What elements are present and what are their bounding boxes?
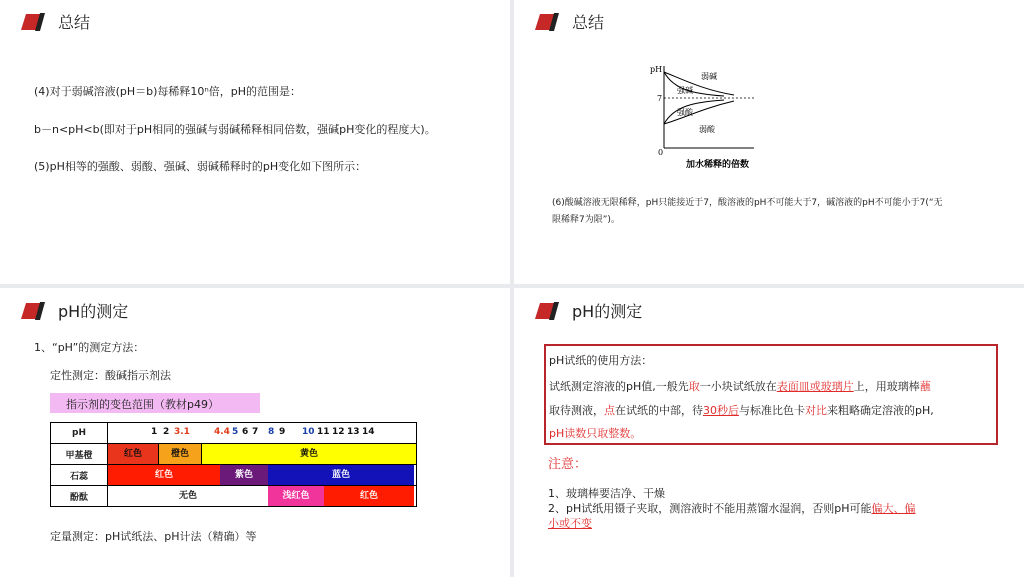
color-cell: 黄色 xyxy=(201,444,416,464)
color-band xyxy=(108,486,417,507)
color-cell: 红色 xyxy=(324,486,414,506)
row-label: pH xyxy=(51,423,108,444)
ph-tick: 9 xyxy=(279,427,286,437)
notice-item-2-cont: 小或不变 xyxy=(548,517,592,530)
method-line-2: 取待测液，点在试纸的中部，待30秒后与标准比色卡对比来粗略确定溶液的pH, xyxy=(549,404,934,417)
slide-logo-icon xyxy=(20,301,46,321)
notice-item-2: 2、pH试纸用镊子夹取，测溶液时不能用蒸馏水湿润，否则pH可能偏大、偏 xyxy=(548,502,916,515)
table-row xyxy=(51,465,417,486)
slide-ph-measure-1 xyxy=(0,288,510,574)
color-cell: 紫色 xyxy=(220,465,268,485)
y-axis-label: pH xyxy=(650,65,663,74)
notice-heading: 注意： xyxy=(548,457,588,472)
range-tag-text: 指示剂的变色范围（教材p49） xyxy=(66,398,219,411)
ph-tick: 6 xyxy=(242,427,249,437)
ph-tick: 2 xyxy=(163,427,170,437)
color-band xyxy=(108,465,417,486)
ph-tick: 13 xyxy=(347,427,360,437)
color-cell: 红色 xyxy=(108,444,158,464)
ph-tick: 5 xyxy=(232,427,239,437)
ph-tick: 10 xyxy=(302,427,315,437)
method-line-3: pH读数只取整数。 xyxy=(549,427,642,440)
slide-logo-icon xyxy=(534,301,560,321)
ph-tick: 7 xyxy=(252,427,259,437)
ph-tick: 11 xyxy=(317,427,330,437)
color-cell: 橙色 xyxy=(158,444,201,464)
color-cell: 红色 xyxy=(108,465,220,485)
notice-item-1: 1、玻璃棒要洁净、干燥 xyxy=(548,487,665,500)
ph-tick: 3.1 xyxy=(174,427,190,437)
slide-summary-1 xyxy=(0,0,510,284)
ph-tick: 4.4 xyxy=(214,427,230,437)
row-label: 石蕊 xyxy=(51,465,108,486)
slide-summary-2 xyxy=(514,0,1024,284)
color-cell: 浅红色 xyxy=(268,486,324,506)
ph-scale xyxy=(108,423,417,444)
color-cell: 蓝色 xyxy=(268,465,414,485)
slide-logo-icon xyxy=(534,12,560,32)
note-text: 限稀释7为限”)。 xyxy=(552,215,620,225)
slide-logo-icon xyxy=(20,12,46,32)
indicator-table xyxy=(50,422,417,507)
slide-title: pH的测定 xyxy=(58,302,129,321)
box-title: pH试纸的使用方法： xyxy=(549,354,653,367)
slide-title: 总结 xyxy=(58,13,91,32)
curve-label: 强碱 xyxy=(677,86,693,95)
color-band xyxy=(108,444,417,465)
qualitative-text: 定性测定：酸碱指示剂法 xyxy=(50,369,171,382)
ph-tick: 14 xyxy=(362,427,375,437)
ph-paper-method-box xyxy=(544,344,998,445)
slide-ph-measure-2 xyxy=(514,288,1024,574)
color-cell: 无色 xyxy=(108,486,268,506)
method-line-1: 试纸测定溶液的pH值,一般先取一小块试纸放在表面皿或玻璃片上，用玻璃棒蘸 xyxy=(549,380,931,393)
ph-tick: 12 xyxy=(332,427,345,437)
curve-label: 弱碱 xyxy=(701,72,717,81)
text-line: b－n<pH<b(即对于pH相同的强碱与弱碱稀释相同倍数，强碱pH变化的程度大)。 xyxy=(34,123,436,136)
table-row xyxy=(51,444,417,465)
origin-label: 0 xyxy=(658,148,664,157)
quantitative-text: 定量测定：pH试纸法、pH计法（精确）等 xyxy=(50,530,257,543)
row-label: 酚酞 xyxy=(51,486,108,507)
text-line: (4)对于弱碱溶液(pH＝b)每稀释10ⁿ倍，pH的范围是： xyxy=(34,85,302,98)
indicator-range-tag xyxy=(50,393,260,413)
method-heading: 1、“pH”的测定方法： xyxy=(34,341,145,354)
seven-label: 7 xyxy=(657,94,663,103)
slide-title: pH的测定 xyxy=(572,302,643,321)
note-text: (6)酸碱溶液无限稀释，pH只能接近于7，酸溶液的pH不可能大于7，碱溶液的pH不可能小于7(“无 xyxy=(552,198,943,208)
table-row xyxy=(51,423,417,444)
dilution-ph-diagram xyxy=(644,60,804,175)
curve-label: 弱酸 xyxy=(699,125,715,134)
row-label: 甲基橙 xyxy=(51,444,108,465)
ph-tick: 1 xyxy=(151,427,158,437)
table-row xyxy=(51,486,417,507)
slide-title: 总结 xyxy=(572,13,605,32)
ph-tick: 8 xyxy=(268,427,275,437)
x-axis-label: 加水稀释的倍数 xyxy=(686,160,750,170)
text-line: (5)pH相等的强酸、弱酸、强碱、弱碱稀释时的pH变化如下图所示： xyxy=(34,160,367,173)
curve-label: 强酸 xyxy=(677,108,693,117)
